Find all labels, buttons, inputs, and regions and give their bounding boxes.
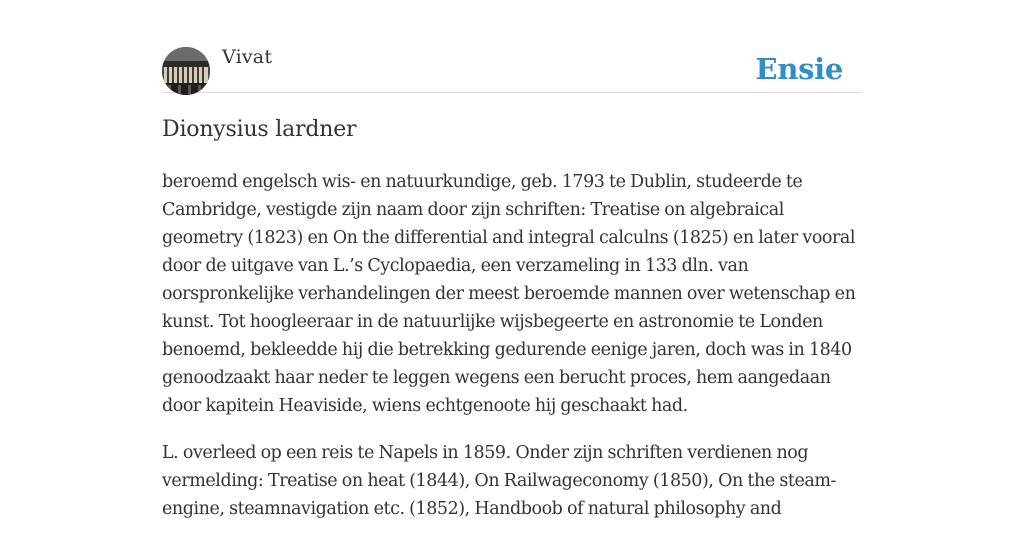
header (162, 0, 862, 93)
author-name[interactable]: Vivat (222, 46, 273, 68)
article-paragraph-1: beroemd engelsch wis- en natuurkundige, geb. 1793 te Dublin, studeerde te Cambridge, vestigde zijn naam door zijn schriften: Treatise on algebraical geometry (1823) en On the differential and integral calculns (1825) en later vooral door de uitgave van L.’s Cyclopaedia, een verzameling in 133 dln. van oorspronkelijke verhandelingen der meest beroemde mannen over wetenschap en kunst. Tot hoogleeraar in de natuurlijke wijsbegeerte en astronomie te Londen benoemd, bekleedde hij die betrekking gedurende eenige jaren, doch was in 1840 genoodzaakt haar neder te leggen wegens een berucht proces, hem aangedaan door kapitein Heaviside, wiens echtgenoote hij geschaakt had. (162, 172, 856, 416)
book-spines-icon (162, 47, 210, 95)
article-paragraph-2: L. overleed op een reis te Napels in 1859. Onder zijn schriften verdienen nog vermelding: Treatise on heat (1844), On Railwageconomy (1850), On the steam-engine, steamnavigation etc. (1852), Handboob of natural philosophy and (162, 443, 836, 519)
brand-logo[interactable]: Ensie (755, 52, 843, 86)
article-title: Dionysius lardner (162, 117, 357, 142)
article-body (162, 168, 862, 542)
author-avatar[interactable] (162, 47, 210, 95)
article-page (162, 0, 862, 519)
